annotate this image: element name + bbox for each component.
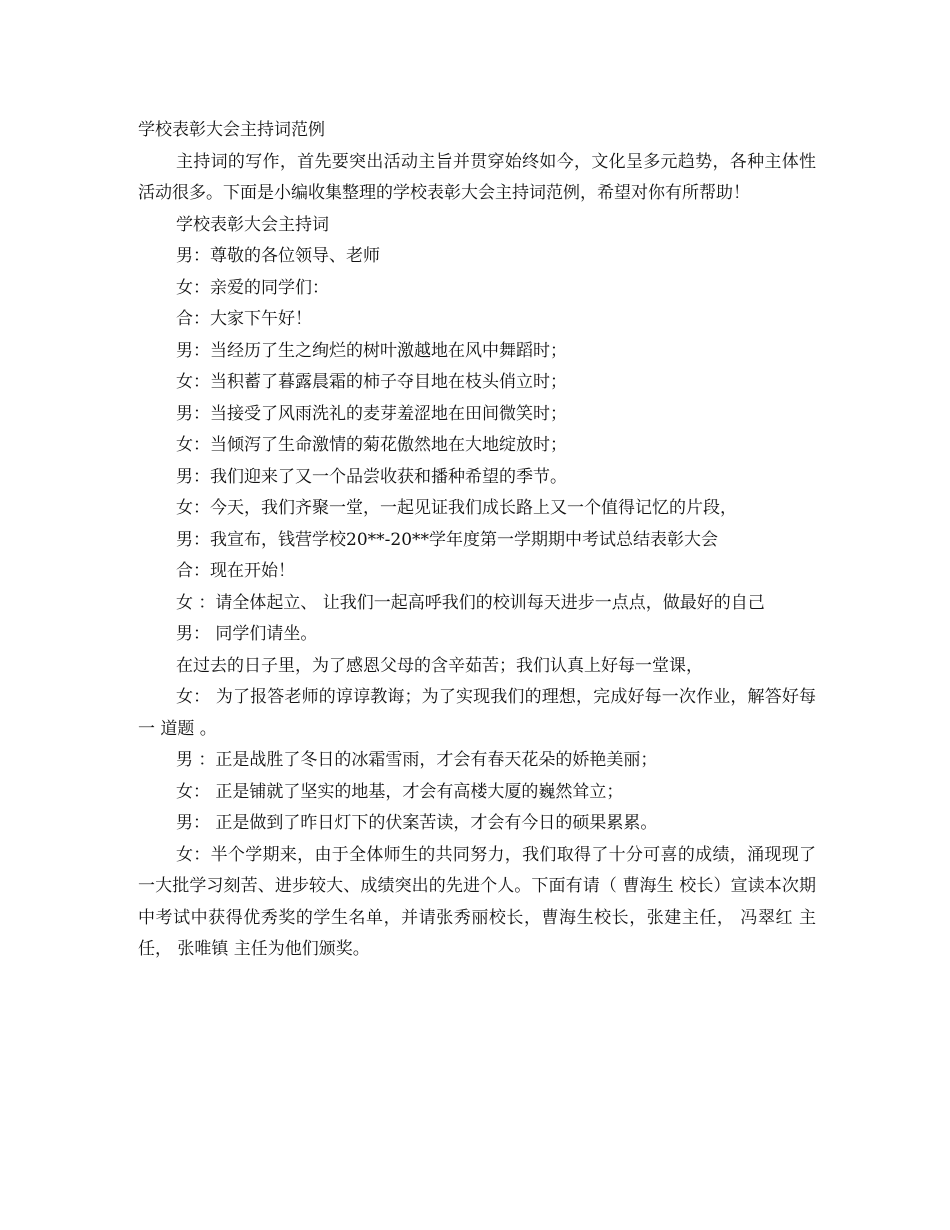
dialogue-line: 在过去的日子里，为了感恩父母的含辛茹苦；我们认真上好每一堂课， xyxy=(176,655,703,676)
dialogue-line: 男：尊敬的各位领导、老师 xyxy=(176,246,380,266)
dialogue-line: 女：当积蓄了暮露晨霜的柿子夺目地在枝头俏立时； xyxy=(176,372,567,392)
dialogue-line: 男：我宣布，钱营学校20**-20**学年度第一学期期中考试总结表彰大会 xyxy=(176,529,719,550)
dialogue-line: 合：现在开始！ xyxy=(176,561,295,581)
dialogue-line: 男：我们迎来了又一个品尝收获和播种希望的季节。 xyxy=(176,466,567,487)
dialogue-line: 女：当倾泻了生命激情的菊花傲然地在大地绽放时； xyxy=(176,435,567,455)
document-body xyxy=(138,115,816,966)
teacher-paragraph: 女： 为了报答老师的谆谆教诲；为了实现我们的理想，完成好每一次作业，解答好每一 道题 。 xyxy=(138,687,816,739)
dialogue-line: 男：当经历了生之绚烂的树叶激越地在风中舞蹈时； xyxy=(176,340,567,361)
dialogue-line: 男： 正是做到了昨日灯下的伏案苦读，才会有今日的硕果累累。 xyxy=(176,813,658,833)
dialogue-line: 男 ：正是战胜了冬日的冰霜雪雨，才会有春天花朵的娇艳美丽； xyxy=(176,750,658,770)
rise-paragraph: 女 ：请全体起立、 让我们一起高呼我们的校训每天进步一点点，做最好的自己 xyxy=(176,592,765,613)
dialogue-line: 女：今天，我们齐聚一堂，一起见证我们成长路上又一个值得记忆的片段， xyxy=(176,498,737,518)
final-paragraph: 女：半个学期来，由于全体师生的共同努力，我们取得了十分可喜的成绩，涌现现了一大批学习刻苦、进步较大、成绩突出的先进个人。下面有请（ 曹海生 校长）宣读本次期中考试中获得优秀奖的学生名单，并请张秀丽校长，曹海生校长，张建主任， 冯翠红 主任， 张唯镇 主任为他们颁奖。 xyxy=(138,844,816,959)
dialogue-line: 女： 正是铺就了坚实的地基，才会有高楼大厦的巍然耸立； xyxy=(176,781,624,802)
dialogue-line: 女：亲爱的同学们： xyxy=(176,277,329,298)
intro-paragraph: 主持词的写作，首先要突出活动主旨并贯穿始终如今，文化呈多元趋势，各种主体性活动很多。下面是小编收集整理的学校表彰大会主持词范例，希望对你有所帮助！ xyxy=(138,151,816,203)
section-title: 学校表彰大会主持词 xyxy=(176,214,329,235)
dialogue-line: 男： 同学们请坐。 xyxy=(176,624,318,644)
dialogue-line: 合：大家下午好！ xyxy=(176,309,312,329)
document-title: 学校表彰大会主持词范例 xyxy=(138,120,325,140)
dialogue-line: 男：当接受了风雨洗礼的麦芽羞涩地在田间微笑时； xyxy=(176,403,567,424)
